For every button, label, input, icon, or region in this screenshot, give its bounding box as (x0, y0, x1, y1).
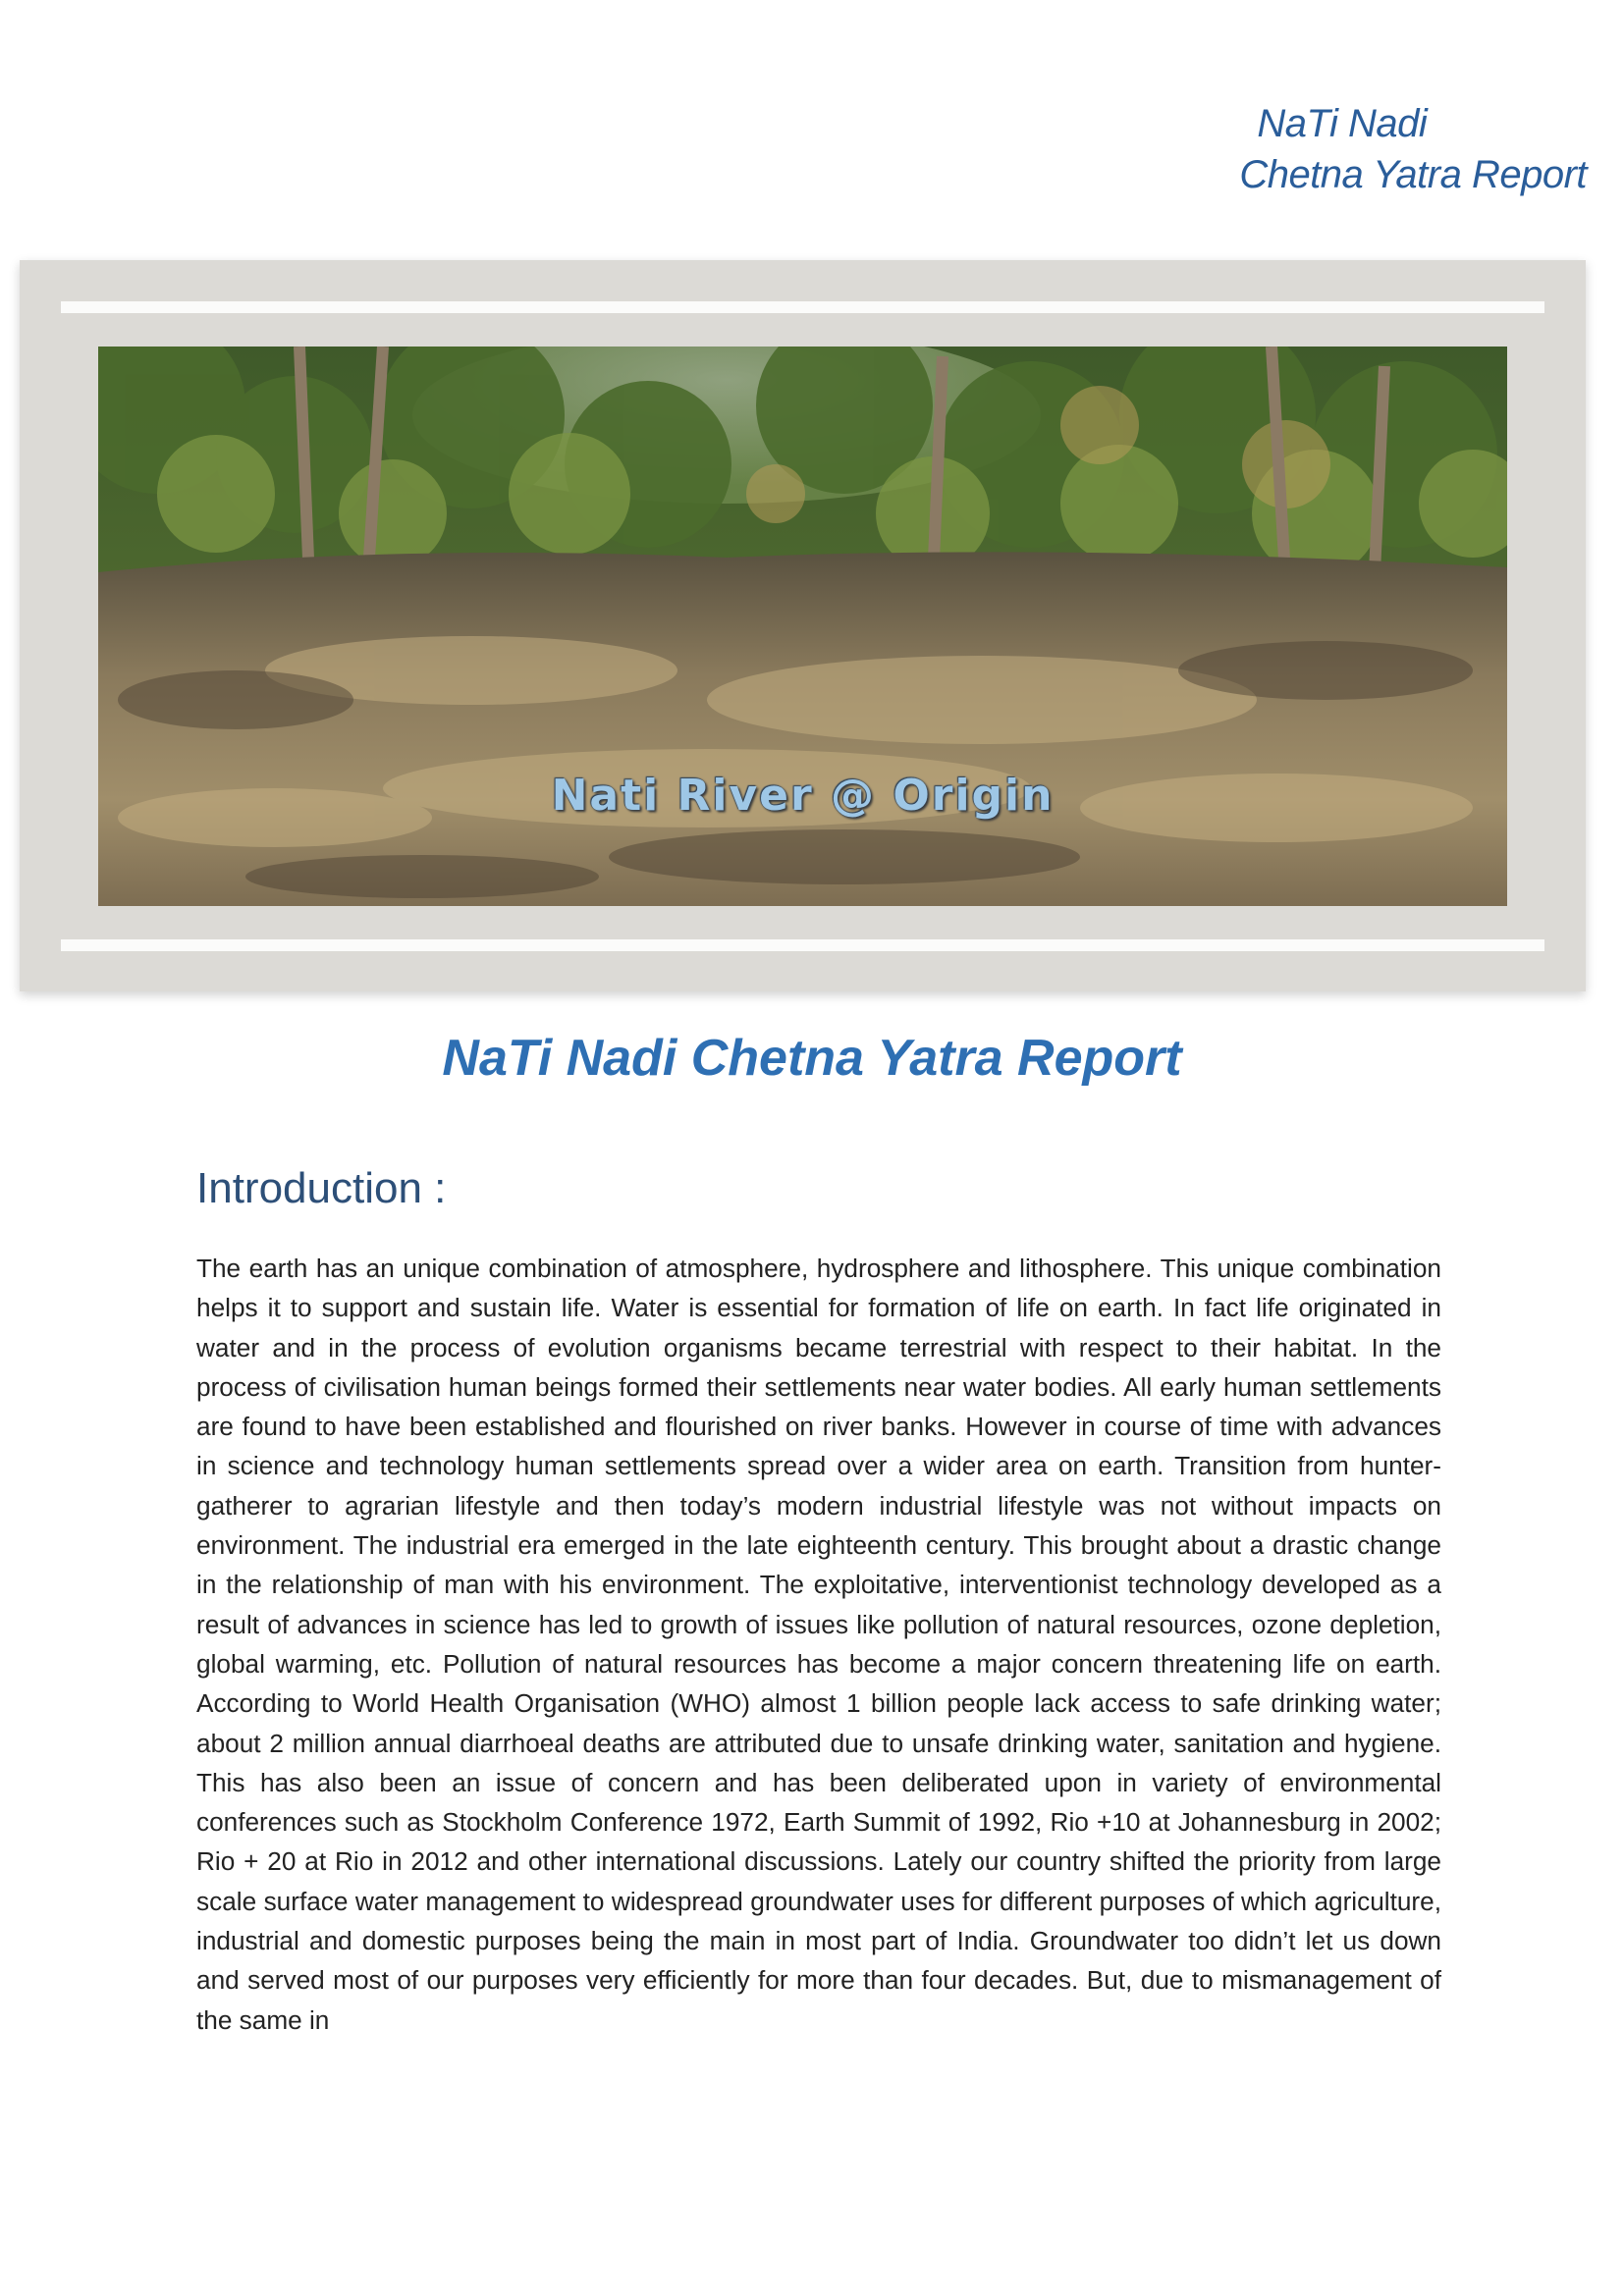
introduction-paragraph: The earth has an unique combination of atmosphere, hydrosphere and lithosphere. This unique combination helps it to support and sustain life. Water is essential for formation of life on earth. In fact life originated in water and in the process of evolution organisms became terrestrial with respect to their habitat. In the process of civilisation human beings formed their settlements near water bodies. All early human settlements are found to have been established and flourished on river banks. However in course of time with advances in science and technology human settlements spread over a wider area on earth. Transition from hunter-gatherer to agrarian lifestyle and then today’s modern industrial lifestyle was not without impacts on environment. The industrial era emerged in the late eighteenth century. This brought about a drastic change in the relationship of man with his environment. The exploitative, interventionist technology developed as a result of advances in science has led to growth of issues like pollution of natural resources, ozone depletion, global warming, etc. Pollution of natural resources has become a major concern threatening life on earth. According to World Health Organisation (WHO) almost 1 billion people lack access to safe drinking water; about 2 million annual diarrhoeal deaths are attributed due to unsafe drinking water, sanitation and hygiene. This has also been an issue of concern and has been deliberated upon in variety of environmental conferences such as Stockholm Conference 1972, Earth Summit of 1992, Rio +10 at Johannesburg in 2002; Rio + 20 at Rio in 2012 and other international discussions. Lately our country shifted the priority from large scale surface water management to widespread groundwater uses for different purposes of which agriculture, industrial and domestic purposes being the main in most part of India. Groundwater too didn’t let us down and served most of our purposes very efficiently for more than four decades. But, due to mismanagement of the same in (196, 1254, 1441, 2035)
running-header (1239, 98, 1587, 200)
frame-top-rule (61, 301, 1544, 313)
river-origin-photo (98, 347, 1507, 906)
photo-caption: Nati River @ Origin (551, 771, 1055, 821)
running-header-line-1: NaTi Nadi (1257, 102, 1428, 145)
cover-photo-frame (20, 260, 1586, 991)
running-header-line-2: Chetna Yatra Report (1239, 153, 1587, 196)
document-title: NaTi Nadi Chetna Yatra Report (442, 1030, 1182, 1087)
forest-riverbed-illustration (98, 347, 1507, 906)
introduction-heading: Introduction : (196, 1164, 447, 1212)
frame-bottom-rule (61, 939, 1544, 951)
